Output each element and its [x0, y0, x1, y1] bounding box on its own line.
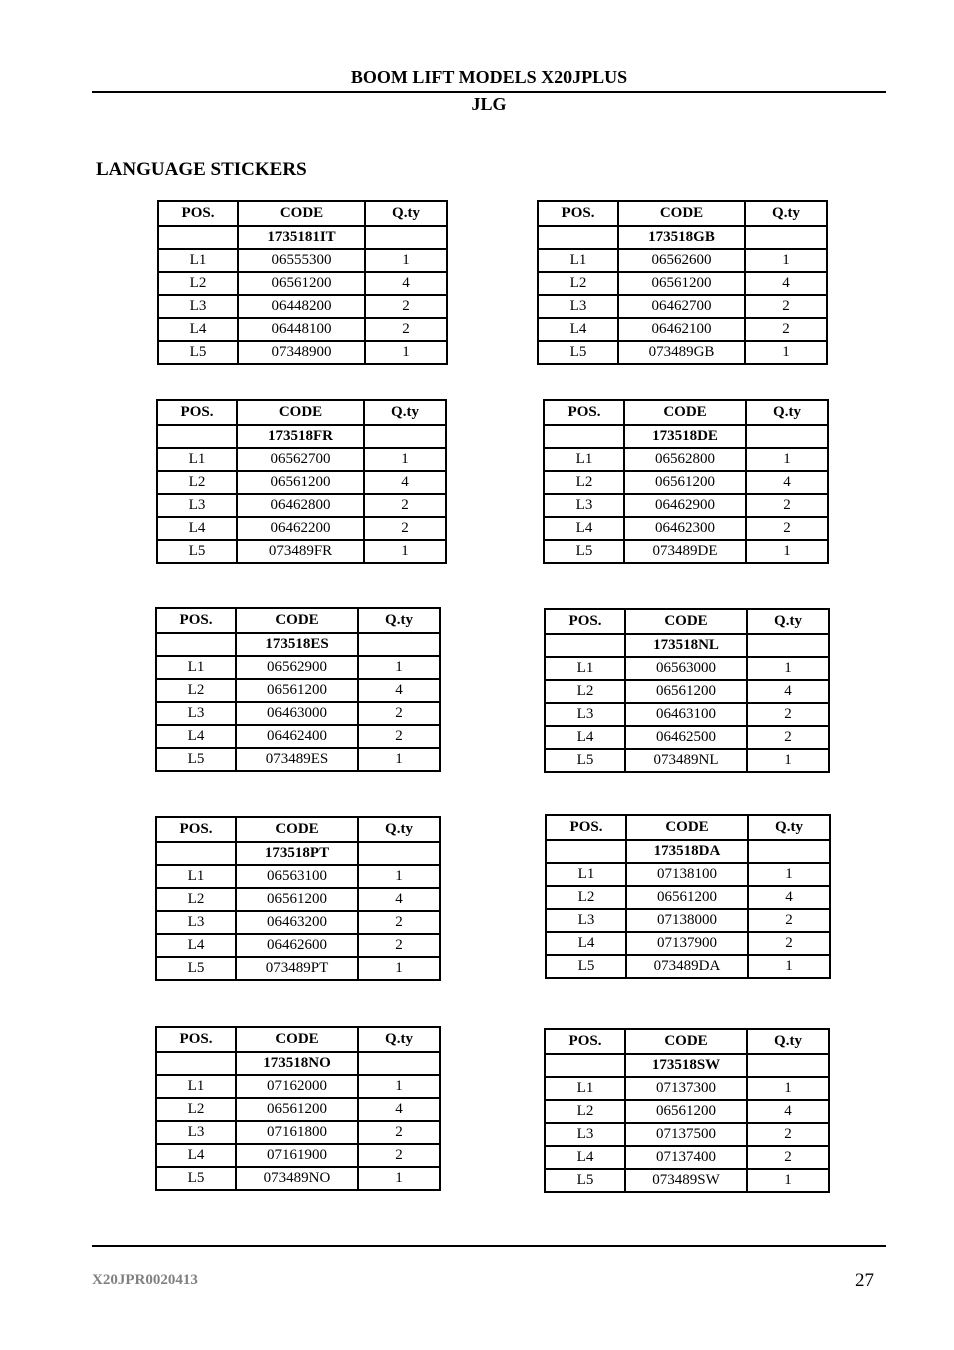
qty-cell: 4 — [364, 471, 446, 494]
pos-cell: L1 — [545, 1077, 625, 1100]
qty-cell: 2 — [358, 1121, 440, 1144]
qty-cell: 4 — [745, 272, 827, 295]
code-cell: 06462400 — [236, 725, 358, 748]
table-header-row — [156, 1027, 440, 1052]
qty-cell: 2 — [365, 318, 447, 341]
kit-code-row — [156, 633, 440, 656]
table-row — [546, 932, 830, 955]
table-row — [544, 448, 828, 471]
qty-cell: 2 — [364, 517, 446, 540]
table-row — [545, 726, 829, 749]
header-code: CODE — [238, 201, 365, 226]
page-number: 27 — [855, 1270, 874, 1291]
header-qty: Q.ty — [358, 608, 440, 633]
kit-qty-empty — [358, 842, 440, 865]
header-pos: POS. — [157, 400, 237, 425]
qty-cell: 1 — [365, 249, 447, 272]
code-cell: 073489ES — [236, 748, 358, 771]
qty-cell: 4 — [746, 471, 828, 494]
qty-cell: 2 — [745, 318, 827, 341]
header-qty: Q.ty — [358, 1027, 440, 1052]
code-cell: 06561200 — [237, 471, 364, 494]
table-row — [156, 1098, 440, 1121]
parts-table — [537, 200, 828, 365]
qty-cell: 1 — [747, 1169, 829, 1192]
kit-qty-empty — [748, 840, 830, 863]
code-cell: 073489NL — [625, 749, 747, 772]
code-cell: 06462800 — [237, 494, 364, 517]
header-code: CODE — [626, 815, 748, 840]
pos-cell: L4 — [158, 318, 238, 341]
table-row — [156, 1167, 440, 1190]
code-cell: 06463200 — [236, 911, 358, 934]
table-row — [156, 1075, 440, 1098]
table-row — [545, 703, 829, 726]
table-row — [158, 318, 447, 341]
code-cell: 06462200 — [237, 517, 364, 540]
qty-cell: 4 — [365, 272, 447, 295]
kit-code: 173518NL — [625, 634, 747, 657]
code-cell: 06563100 — [236, 865, 358, 888]
qty-cell: 1 — [748, 863, 830, 886]
kit-pos-empty — [538, 226, 618, 249]
table-row — [156, 934, 440, 957]
table-row — [158, 249, 447, 272]
header-code: CODE — [625, 609, 747, 634]
kit-qty-empty — [745, 226, 827, 249]
header-qty: Q.ty — [745, 201, 827, 226]
pos-cell: L4 — [545, 1146, 625, 1169]
pos-cell: L1 — [156, 656, 236, 679]
table-row — [157, 540, 446, 563]
qty-cell: 1 — [358, 656, 440, 679]
pos-cell: L4 — [544, 517, 624, 540]
parts-table — [544, 1028, 830, 1193]
code-cell: 06462300 — [624, 517, 746, 540]
table-row — [156, 1121, 440, 1144]
section-title: LANGUAGE STICKERS — [96, 159, 307, 180]
table-row — [544, 471, 828, 494]
table-row — [157, 494, 446, 517]
qty-cell: 4 — [358, 888, 440, 911]
pos-cell: L5 — [546, 955, 626, 978]
table-row — [545, 1169, 829, 1192]
code-cell: 06448200 — [238, 295, 365, 318]
table-row — [156, 702, 440, 725]
table-header-row — [538, 201, 827, 226]
qty-cell: 1 — [748, 955, 830, 978]
pos-cell: L4 — [156, 1144, 236, 1167]
kit-code: 173518SW — [625, 1054, 747, 1077]
table-row — [544, 517, 828, 540]
pos-cell: L4 — [545, 726, 625, 749]
table-row — [545, 657, 829, 680]
brand-name: JLG — [471, 94, 507, 114]
qty-cell: 4 — [747, 680, 829, 703]
code-cell: 06463000 — [236, 702, 358, 725]
header-pos: POS. — [546, 815, 626, 840]
code-cell: 073489DA — [626, 955, 748, 978]
header-qty: Q.ty — [365, 201, 447, 226]
qty-cell: 2 — [747, 703, 829, 726]
kit-code: 173518FR — [237, 425, 364, 448]
kit-code-row — [545, 634, 829, 657]
pos-cell: L3 — [544, 494, 624, 517]
code-cell: 06561200 — [236, 679, 358, 702]
document-code: X20JPR0020413 — [92, 1272, 198, 1288]
kit-code: 173518DE — [624, 425, 746, 448]
pos-cell: L4 — [156, 725, 236, 748]
qty-cell: 1 — [358, 865, 440, 888]
parts-table — [544, 608, 830, 773]
table-row — [546, 955, 830, 978]
code-cell: 06562800 — [624, 448, 746, 471]
kit-pos-empty — [546, 840, 626, 863]
pos-cell: L3 — [156, 1121, 236, 1144]
code-cell: 06562600 — [618, 249, 745, 272]
qty-cell: 2 — [747, 1123, 829, 1146]
pos-cell: L1 — [156, 1075, 236, 1098]
qty-cell: 1 — [365, 341, 447, 364]
code-cell: 073489DE — [624, 540, 746, 563]
pos-cell: L2 — [156, 1098, 236, 1121]
kit-pos-empty — [545, 634, 625, 657]
header-qty: Q.ty — [358, 817, 440, 842]
code-cell: 06563000 — [625, 657, 747, 680]
code-cell: 06561200 — [626, 886, 748, 909]
table-row — [545, 749, 829, 772]
pos-cell: L2 — [156, 888, 236, 911]
table-row — [544, 540, 828, 563]
qty-cell: 1 — [358, 957, 440, 980]
pos-cell: L3 — [157, 494, 237, 517]
code-cell: 06448100 — [238, 318, 365, 341]
kit-code-row — [156, 1052, 440, 1075]
code-cell: 06561200 — [625, 680, 747, 703]
pos-cell: L3 — [158, 295, 238, 318]
table-header-row — [157, 400, 446, 425]
qty-cell: 1 — [358, 1075, 440, 1098]
header-code: CODE — [624, 400, 746, 425]
header-code: CODE — [236, 817, 358, 842]
table-header-row — [156, 608, 440, 633]
code-cell: 07138100 — [626, 863, 748, 886]
kit-code: 173518PT — [236, 842, 358, 865]
header-code: CODE — [625, 1029, 747, 1054]
pos-cell: L3 — [156, 911, 236, 934]
table-row — [545, 1100, 829, 1123]
kit-pos-empty — [158, 226, 238, 249]
code-cell: 073489PT — [236, 957, 358, 980]
code-cell: 07162000 — [236, 1075, 358, 1098]
pos-cell: L2 — [545, 1100, 625, 1123]
pos-cell: L1 — [538, 249, 618, 272]
code-cell: 07161900 — [236, 1144, 358, 1167]
code-cell: 07137400 — [625, 1146, 747, 1169]
kit-qty-empty — [747, 1054, 829, 1077]
qty-cell: 1 — [745, 341, 827, 364]
header-qty: Q.ty — [747, 609, 829, 634]
table-row — [545, 1123, 829, 1146]
kit-pos-empty — [157, 425, 237, 448]
pos-cell: L4 — [156, 934, 236, 957]
qty-cell: 4 — [748, 886, 830, 909]
table-row — [545, 1077, 829, 1100]
qty-cell: 1 — [358, 748, 440, 771]
qty-cell: 2 — [746, 517, 828, 540]
qty-cell: 2 — [358, 911, 440, 934]
header-pos: POS. — [545, 1029, 625, 1054]
parts-table — [156, 399, 447, 564]
qty-cell: 2 — [358, 702, 440, 725]
header-qty: Q.ty — [746, 400, 828, 425]
pos-cell: L1 — [156, 865, 236, 888]
code-cell: 06462500 — [625, 726, 747, 749]
qty-cell: 1 — [745, 249, 827, 272]
table-row — [156, 679, 440, 702]
kit-code: 173518ES — [236, 633, 358, 656]
pos-cell: L4 — [157, 517, 237, 540]
pos-cell: L5 — [156, 1167, 236, 1190]
kit-code-row — [544, 425, 828, 448]
table-row — [156, 957, 440, 980]
qty-cell: 2 — [747, 726, 829, 749]
table-row — [538, 272, 827, 295]
header-code: CODE — [618, 201, 745, 226]
table-row — [156, 1144, 440, 1167]
code-cell: 06462900 — [624, 494, 746, 517]
kit-qty-empty — [365, 226, 447, 249]
qty-cell: 1 — [746, 448, 828, 471]
qty-cell: 2 — [358, 725, 440, 748]
table-row — [156, 725, 440, 748]
pos-cell: L5 — [156, 957, 236, 980]
table-row — [157, 471, 446, 494]
pos-cell: L5 — [545, 749, 625, 772]
code-cell: 073489FR — [237, 540, 364, 563]
code-cell: 06561200 — [236, 1098, 358, 1121]
table-row — [158, 272, 447, 295]
kit-pos-empty — [156, 1052, 236, 1075]
kit-code: 173518NO — [236, 1052, 358, 1075]
qty-cell: 4 — [358, 1098, 440, 1121]
qty-cell: 2 — [746, 494, 828, 517]
qty-cell: 2 — [748, 909, 830, 932]
code-cell: 06462100 — [618, 318, 745, 341]
table-row — [156, 656, 440, 679]
pos-cell: L3 — [545, 1123, 625, 1146]
pos-cell: L2 — [544, 471, 624, 494]
table-row — [157, 448, 446, 471]
code-cell: 06462600 — [236, 934, 358, 957]
table-row — [546, 909, 830, 932]
table-row — [157, 517, 446, 540]
table-row — [158, 295, 447, 318]
code-cell: 06561200 — [625, 1100, 747, 1123]
kit-qty-empty — [358, 633, 440, 656]
qty-cell: 4 — [358, 679, 440, 702]
code-cell: 073489GB — [618, 341, 745, 364]
code-cell: 07161800 — [236, 1121, 358, 1144]
kit-qty-empty — [358, 1052, 440, 1075]
qty-cell: 2 — [745, 295, 827, 318]
kit-code-row — [538, 226, 827, 249]
header-pos: POS. — [156, 817, 236, 842]
table-row — [538, 341, 827, 364]
code-cell: 07348900 — [238, 341, 365, 364]
header-pos: POS. — [156, 1027, 236, 1052]
pos-cell: L1 — [157, 448, 237, 471]
kit-code-row — [546, 840, 830, 863]
qty-cell: 1 — [746, 540, 828, 563]
pos-cell: L5 — [545, 1169, 625, 1192]
pos-cell: L2 — [158, 272, 238, 295]
document-title: BOOM LIFT MODELS X20JPLUS — [350, 67, 628, 87]
pos-cell: L5 — [538, 341, 618, 364]
kit-qty-empty — [364, 425, 446, 448]
qty-cell: 2 — [358, 1144, 440, 1167]
table-header-row — [544, 400, 828, 425]
code-cell: 07138000 — [626, 909, 748, 932]
pos-cell: L5 — [156, 748, 236, 771]
pos-cell: L4 — [546, 932, 626, 955]
kit-code: 1735181IT — [238, 226, 365, 249]
parts-table — [157, 200, 448, 365]
qty-cell: 2 — [365, 295, 447, 318]
code-cell: 06562900 — [236, 656, 358, 679]
footer-rule — [92, 1245, 886, 1247]
parts-table — [155, 1026, 441, 1191]
qty-cell: 2 — [358, 934, 440, 957]
code-cell: 07137500 — [625, 1123, 747, 1146]
kit-pos-empty — [545, 1054, 625, 1077]
qty-cell: 4 — [747, 1100, 829, 1123]
table-row — [545, 680, 829, 703]
code-cell: 06463100 — [625, 703, 747, 726]
table-row — [156, 748, 440, 771]
pos-cell: L1 — [546, 863, 626, 886]
parts-table — [155, 816, 441, 981]
kit-pos-empty — [156, 842, 236, 865]
table-row — [546, 863, 830, 886]
qty-cell: 1 — [747, 749, 829, 772]
code-cell: 06555300 — [238, 249, 365, 272]
header-pos: POS. — [545, 609, 625, 634]
table-row — [156, 911, 440, 934]
pos-cell: L3 — [545, 703, 625, 726]
pos-cell: L1 — [544, 448, 624, 471]
header-pos: POS. — [156, 608, 236, 633]
qty-cell: 1 — [358, 1167, 440, 1190]
parts-table — [543, 399, 829, 564]
kit-code: 173518GB — [618, 226, 745, 249]
parts-table — [155, 607, 441, 772]
parts-table — [545, 814, 831, 979]
table-row — [544, 494, 828, 517]
qty-cell: 2 — [748, 932, 830, 955]
header-qty: Q.ty — [748, 815, 830, 840]
pos-cell: L5 — [157, 540, 237, 563]
pos-cell: L5 — [544, 540, 624, 563]
kit-qty-empty — [746, 425, 828, 448]
header-qty: Q.ty — [747, 1029, 829, 1054]
table-row — [546, 886, 830, 909]
kit-code-row — [545, 1054, 829, 1077]
pos-cell: L3 — [156, 702, 236, 725]
pos-cell: L1 — [545, 657, 625, 680]
pos-cell: L2 — [545, 680, 625, 703]
code-cell: 06561200 — [618, 272, 745, 295]
code-cell: 06462700 — [618, 295, 745, 318]
code-cell: 06562700 — [237, 448, 364, 471]
qty-cell: 1 — [747, 1077, 829, 1100]
header-code: CODE — [236, 608, 358, 633]
header-pos: POS. — [538, 201, 618, 226]
pos-cell: L5 — [158, 341, 238, 364]
table-header-row — [156, 817, 440, 842]
code-cell: 06561200 — [236, 888, 358, 911]
code-cell: 073489SW — [625, 1169, 747, 1192]
table-row — [545, 1146, 829, 1169]
table-row — [156, 888, 440, 911]
table-row — [156, 865, 440, 888]
header-qty: Q.ty — [364, 400, 446, 425]
kit-code-row — [157, 425, 446, 448]
code-cell: 073489NO — [236, 1167, 358, 1190]
qty-cell: 2 — [364, 494, 446, 517]
pos-cell: L2 — [157, 471, 237, 494]
pos-cell: L1 — [158, 249, 238, 272]
code-cell: 06561200 — [238, 272, 365, 295]
header-code: CODE — [237, 400, 364, 425]
qty-cell: 1 — [364, 448, 446, 471]
kit-pos-empty — [156, 633, 236, 656]
table-header-row — [546, 815, 830, 840]
kit-code-row — [158, 226, 447, 249]
pos-cell: L2 — [538, 272, 618, 295]
header-pos: POS. — [158, 201, 238, 226]
kit-qty-empty — [747, 634, 829, 657]
pos-cell: L2 — [156, 679, 236, 702]
header-rule — [92, 91, 886, 93]
pos-cell: L3 — [546, 909, 626, 932]
qty-cell: 2 — [747, 1146, 829, 1169]
code-cell: 06561200 — [624, 471, 746, 494]
kit-code: 173518DA — [626, 840, 748, 863]
qty-cell: 1 — [364, 540, 446, 563]
table-row — [538, 318, 827, 341]
table-row — [538, 249, 827, 272]
header-pos: POS. — [544, 400, 624, 425]
kit-pos-empty — [544, 425, 624, 448]
table-header-row — [545, 1029, 829, 1054]
pos-cell: L3 — [538, 295, 618, 318]
kit-code-row — [156, 842, 440, 865]
code-cell: 07137900 — [626, 932, 748, 955]
pos-cell: L2 — [546, 886, 626, 909]
code-cell: 07137300 — [625, 1077, 747, 1100]
qty-cell: 1 — [747, 657, 829, 680]
pos-cell: L4 — [538, 318, 618, 341]
table-header-row — [545, 609, 829, 634]
table-row — [538, 295, 827, 318]
table-header-row — [158, 201, 447, 226]
header-code: CODE — [236, 1027, 358, 1052]
table-row — [158, 341, 447, 364]
